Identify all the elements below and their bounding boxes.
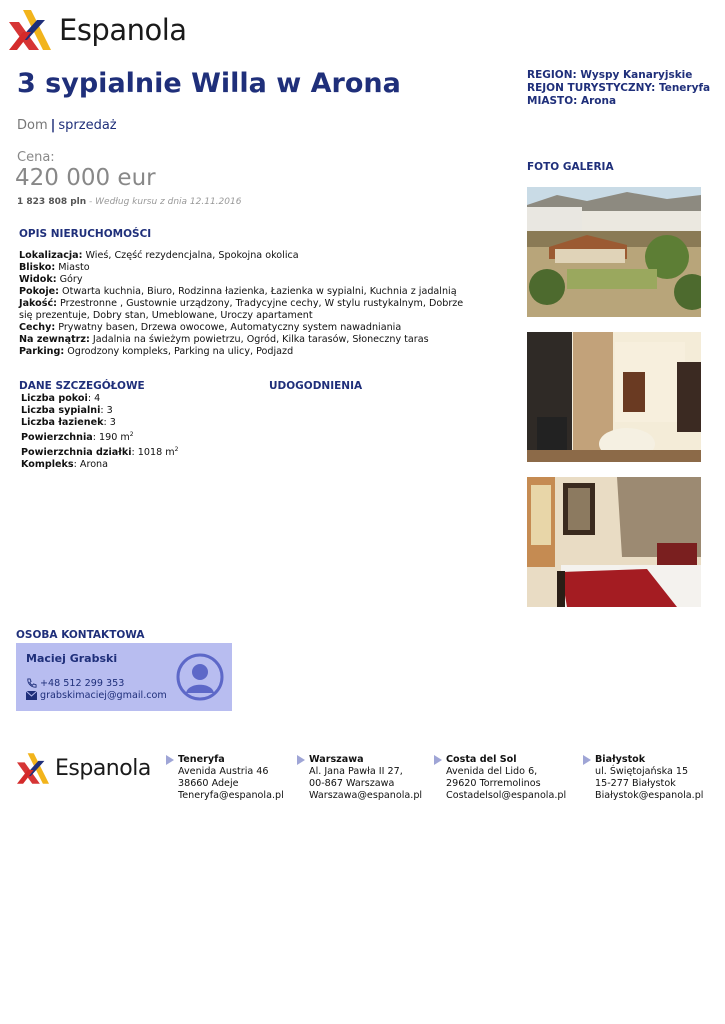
detail-label: Liczba sypialni <box>21 405 101 416</box>
breadcrumb-category[interactable]: sprzedaż <box>58 118 117 133</box>
user-avatar-icon <box>176 653 224 701</box>
detail-row <box>21 393 178 405</box>
office-name: Białystok <box>595 754 646 765</box>
description-value: Wieś, Część rezydencjalna, Spokojna okolica <box>82 250 299 261</box>
office-email[interactable]: Teneryfa@espanola.pl <box>178 790 284 801</box>
description-row <box>19 286 469 298</box>
detail-label: Kompleks <box>21 459 74 471</box>
description-row <box>19 334 469 346</box>
breadcrumb <box>17 118 117 133</box>
description-row <box>19 322 469 334</box>
detail-row <box>21 417 178 429</box>
price-note: - Według kursu z dnia 12.11.2016 <box>86 197 242 207</box>
bedroom-image-icon <box>527 477 701 607</box>
office-address-line1: Avenida del Lido 6, <box>446 766 538 777</box>
description-value: Jadalnia na świeżym powietrzu, Ogród, Kilka tarasów, Słoneczny taras <box>89 334 429 345</box>
price-pln <box>17 197 241 207</box>
living-room-image-icon <box>527 332 701 462</box>
description-label: Na zewnątrz: <box>19 334 90 345</box>
avatar <box>176 653 224 705</box>
office-address-line1: Al. Jana Pawła II 27, <box>309 766 403 777</box>
description-row <box>19 346 469 358</box>
detail-unit-superscript: 2 <box>129 431 134 438</box>
office-email[interactable]: Costadelsol@espanola.pl <box>446 790 567 801</box>
contact-card <box>16 643 232 711</box>
office-address-line2: 38660 Adeje <box>178 778 239 789</box>
office-address-line2: 29620 Torremolinos <box>446 778 541 789</box>
brand-name: Espanola <box>59 13 187 47</box>
office-address-line2: 00-867 Warszawa <box>309 778 395 789</box>
office-email[interactable]: Warszawa@espanola.pl <box>309 790 423 801</box>
description-label: Jakość: <box>19 298 57 309</box>
office-address-line2: 15-277 Białystok <box>595 778 676 789</box>
landscape-image-icon <box>527 187 701 317</box>
office-address-line1: Avenida Austria 46 <box>178 766 269 777</box>
location-city: MIASTO: Arona <box>527 95 617 107</box>
description-value: Góry <box>56 274 83 285</box>
description-label: Parking: <box>19 346 65 357</box>
espanola-logo-icon <box>17 753 49 784</box>
page-title: 3 sypialnie Willa w Arona <box>17 68 401 99</box>
envelope-icon <box>26 691 37 700</box>
description-label: Blisko: <box>19 262 56 273</box>
contact-heading: OSOBA KONTAKTOWA <box>16 629 145 641</box>
triangle-bullet-icon <box>166 755 174 765</box>
detail-row <box>21 405 178 417</box>
gallery-heading: FOTO GALERIA <box>527 161 614 173</box>
contact-phone-text: +48 512 299 353 <box>40 678 125 689</box>
description-row <box>19 250 469 262</box>
detail-label: Liczba łazienek <box>21 417 104 428</box>
description-row <box>19 262 469 274</box>
office-name: Costa del Sol <box>446 754 517 765</box>
office-bialystok <box>595 754 703 802</box>
detail-label: Powierzchnia <box>21 432 93 444</box>
office-address-line1: ul. Świętojańska 15 <box>595 766 689 777</box>
office-name: Warszawa <box>309 754 364 765</box>
office-costa-del-sol <box>446 754 566 802</box>
footer-logo[interactable] <box>17 753 151 784</box>
espanola-logo-icon <box>9 10 51 50</box>
office-warszawa <box>309 754 422 802</box>
location-region: REGION: Wyspy Kanaryjskie <box>527 69 693 81</box>
detail-value: : 190 m <box>92 432 130 444</box>
amenities-heading: UDOGODNIENIA <box>269 380 363 392</box>
description-value: Otwarta kuchnia, Biuro, Rodzinna łazienka, Łazienka w sypialni, Kuchnia z jadalnią <box>58 286 457 297</box>
landscape-villa-photo[interactable] <box>527 187 701 317</box>
description-label: Lokalizacja: <box>19 250 83 261</box>
detail-row <box>21 444 178 459</box>
detail-unit-superscript: 2 <box>174 446 179 454</box>
triangle-bullet-icon <box>434 755 442 765</box>
contact-name: Maciej Grabski <box>26 652 118 665</box>
office-teneryfa <box>178 754 284 802</box>
price-pln-value: 1 823 808 pln <box>17 197 87 207</box>
description-label: Pokoje: <box>19 286 59 297</box>
phone-icon <box>26 678 37 689</box>
details-heading: DANE SZCZEGÓŁOWE <box>19 380 145 392</box>
living-room-photo[interactable] <box>527 332 701 462</box>
triangle-bullet-icon <box>297 755 305 765</box>
triangle-bullet-icon <box>583 755 591 765</box>
contact-email[interactable] <box>26 690 167 701</box>
detail-label: Powierzchnia działki <box>21 447 132 459</box>
description-value: Miasto <box>55 262 90 273</box>
footer-brand-name: Espanola <box>55 756 151 781</box>
detail-row <box>21 459 178 471</box>
detail-value: : Arona <box>73 459 109 471</box>
price-label: Cena: <box>17 150 55 165</box>
description-row <box>19 298 469 322</box>
breadcrumb-separator: | <box>50 118 56 133</box>
description-label: Widok: <box>19 274 57 285</box>
detail-label: Liczba pokoi <box>21 393 88 404</box>
office-name: Teneryfa <box>178 754 225 765</box>
header-logo[interactable] <box>9 10 187 50</box>
breadcrumb-type[interactable]: Dom <box>17 118 48 133</box>
contact-email-text: grabskimaciej@gmail.com <box>40 690 167 701</box>
details-list <box>21 393 178 471</box>
detail-value: : 3 <box>100 405 113 416</box>
description-row <box>19 274 469 286</box>
location-info <box>527 69 710 108</box>
office-email[interactable]: Białystok@espanola.pl <box>595 790 704 801</box>
description-value: Przestronne , Gustownie urządzony, Tradycyjne cechy, W stylu rustykalnym, Dobrze się prezentuje, Dobry stan, Umeblowane, Uroczy apartament <box>19 298 464 321</box>
description-value: Ogrodzony kompleks, Parking na ulicy, Podjazd <box>64 346 294 357</box>
price-value: 420 000 eur <box>15 165 156 191</box>
description-value: Prywatny basen, Drzewa owocowe, Automatyczny system nawadniania <box>55 322 402 333</box>
detail-value: : 4 <box>87 393 101 404</box>
location-district: REJON TURYSTYCZNY: Teneryfa <box>527 82 711 94</box>
description-label: Cechy: <box>19 322 56 333</box>
description-heading: OPIS NIERUCHOMOŚCI <box>19 228 152 240</box>
description-list <box>19 250 469 358</box>
bedroom-photo[interactable] <box>527 477 701 607</box>
detail-value: : 1018 m <box>131 447 175 459</box>
contact-phone[interactable] <box>26 678 124 689</box>
detail-value: : 3 <box>103 417 116 428</box>
detail-row <box>21 429 178 444</box>
